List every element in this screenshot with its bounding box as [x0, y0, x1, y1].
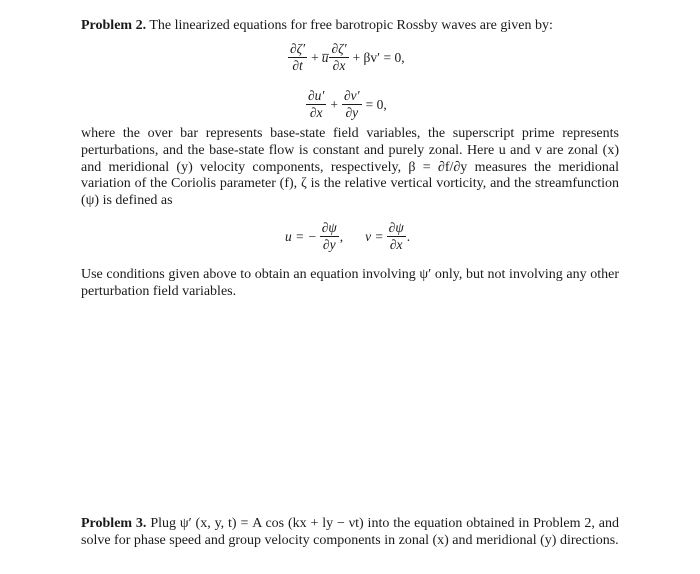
- frac-numerator: ∂ζ′: [331, 41, 347, 56]
- equation-rest: + βv′ = 0,: [352, 49, 405, 65]
- problem-3-heading: Problem 3.: [81, 516, 147, 531]
- fraction-dzeta-dt: [288, 42, 307, 73]
- equation-continuity: [305, 89, 390, 120]
- frac-denominator: ∂x: [389, 237, 403, 252]
- problem-2-intro: The linearized equations for free barotropic Rossby waves are given by:: [149, 18, 553, 33]
- fraction-dpsi-dy: [320, 221, 339, 252]
- frac-numerator: ∂u′: [308, 88, 325, 103]
- frac-denominator: ∂x: [309, 105, 323, 120]
- problem-3-paragraph: [81, 516, 619, 550]
- frac-denominator: ∂x: [332, 58, 346, 73]
- fraction-dzeta-dx: [329, 42, 348, 73]
- plus-sign: +: [330, 96, 338, 112]
- ubar-symbol: u̅: [321, 49, 329, 65]
- problem-2-intro-line: [81, 17, 553, 34]
- frac-numerator: ∂ζ′: [290, 41, 306, 56]
- fraction-du-dx: [306, 89, 326, 120]
- separator-comma: ,: [339, 228, 344, 244]
- u-definition-lhs: u = −: [285, 228, 317, 244]
- equation-vorticity: [287, 42, 408, 73]
- frac-numerator: ∂v′: [344, 88, 360, 103]
- fraction-dv-dy: [342, 89, 362, 120]
- problem-2-task: Use conditions given above to obtain an equation involving ψ′ only, but not involving any other perturbation field variables.: [81, 267, 619, 299]
- problem-2-description: where the over bar represents base-state field variables, the superscript prime represents perturbations, and the base-state flow is constant and purely zonal. Here u and v are zonal (x) and meridional (y) velocity components, respectively, β = ∂f/∂y measures the meridional variation of the Coriolis parameter (f), ζ is the relative vertical vorticity, and the streamfunction (ψ) is defined as: [81, 126, 619, 209]
- frac-denominator: ∂t: [292, 58, 303, 73]
- problem-2-heading: Problem 2.: [81, 18, 147, 33]
- period: .: [406, 228, 411, 244]
- equation-rest: = 0,: [365, 96, 387, 112]
- problem-3-body: Plug ψ′ (x, y, t) = A cos (kx + ly − νt) into the equation obtained in Problem 2, and solve for phase speed and group velocity components in zonal (x) and meridional (y) directions.: [81, 516, 619, 548]
- frac-denominator: ∂y: [345, 105, 359, 120]
- v-definition-lhs: v =: [365, 228, 384, 244]
- frac-numerator: ∂ψ: [388, 220, 404, 235]
- frac-numerator: ∂ψ: [321, 220, 337, 235]
- equation-streamfunction: [285, 221, 410, 252]
- frac-denominator: ∂y: [322, 237, 336, 252]
- fraction-dpsi-dx: [387, 221, 406, 252]
- plus-sign: +: [311, 49, 319, 65]
